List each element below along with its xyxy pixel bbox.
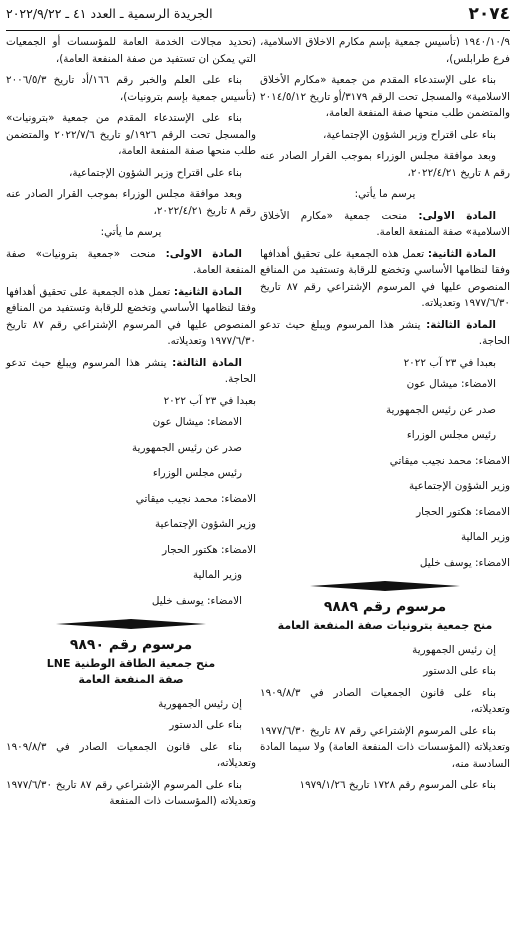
paragraph: بناء على المرسوم رقم ١٧٢٨ تاريخ ١٩٧٩/١/٢٦ [299,779,496,791]
decree-date: بعبدا في ٢٣ آب ٢٠٢٢ [403,356,496,369]
page-number: ٢٠٧٤ [468,4,510,24]
paragraph: وبعد موافقة مجلس الوزراء بموجب القرار الصادر عنه رقم ٨ تاريخ ٢٠٢٢/٤/٢١، [260,150,510,179]
paragraph: بناء على الإستدعاء المقدم من جمعية «مكارم الأخلاق الاسلامية» والمسجل تحت الرقم ٣١٧٩/أو تاريخ ٢٠١٤/٥/١٢ والمتضمن طلب منحها صفة المنفعة العامة، [260,74,511,119]
left-column [6,34,256,930]
article-label: المادة الثانية: [173,285,242,298]
article-label: المادة الثالثة: [426,318,496,331]
right-column [260,34,510,930]
paragraph: بناء على الإستدعاء المقدم من جمعية «بترونيات» والمسجل تحت الرقم ١٩٢٦/و تاريخ ٢٠٢٢/٧/٦ والمتضمن طلب منحها صفة المنفعة العامة، [6,112,256,157]
paragraph: بناء على قانون الجمعيات الصادر في ١٩٠٩/٨/٣ وتعديلاته، [6,740,256,769]
gazette-title: الجريدة الرسمية ـ العدد ٤١ ـ ٢٠٢٢/٩/٢٢ [6,6,213,21]
paragraph: بناء على اقتراح وزير الشؤون الإجتماعية، [68,166,242,179]
decree-subtitle: منح جمعية بترونيات صفة المنفعة العامة [277,618,493,632]
signature: الامضاء: محمد نجيب ميقاتي [389,454,510,467]
page-header [6,4,510,31]
signature: الامضاء: يوسف خليل [151,594,242,607]
signature: الامضاء: هكتور الحجار [416,505,510,518]
signature: صدر عن رئيس الجمهورية [385,403,496,416]
signature: الامضاء: ميشال عون [406,378,496,390]
decree-subtitle-line: صفة المنفعة العامة [78,672,184,686]
section-divider [310,581,460,591]
paragraph: بناء على العلم والخبر رقم ١٦٦/أد تاريخ ٢٠٠٦/٥/٣ (تأسيس جمعية بإسم بترونيات)، [6,74,256,103]
article-2 [6,284,256,350]
signature: وزير المالية [460,531,510,543]
paragraph: بناء على الدستور [169,719,242,731]
paragraph: بناء على المرسوم الإشتراعي رقم ٨٧ تاريخ ١٩٧٧/٦/٣٠ وتعديلاته (المؤسسات ذات المنفعة العامة) ولا سيما المادة السادسة منه، [260,724,510,770]
decree-title: مرسوم رقم ٩٨٨٩ [323,599,447,615]
decree-subtitle-line: منح جمعية الطاقة الوطنية LNE [46,656,216,670]
article-label: المادة الثانية: [427,247,496,260]
paragraph: بناء على المرسوم الإشتراعي رقم ٨٧ تاريخ ١٩٧٧/٦/٣٠ وتعديلاته (المؤسسات ذات المنفعة [6,778,256,807]
signature: وزير الشؤون الإجتماعية [408,480,510,492]
article-text: ينشر هذا المرسوم ويبلغ حيث تدعو الحاجة. [6,356,256,385]
article-3 [260,317,510,350]
signature: الامضاء: هكتور الحجار [162,543,256,556]
paragraph: وبعد موافقة مجلس الوزراء بموجب القرار الصادر عنه رقم ٨ تاريخ ٢٠٢٢/٤/٢١، [6,188,256,217]
article-text: تعمل هذه الجمعية على تحقيق أهدافها وفقا لنظامها الأساسي وتخضع للرقابة وتستفيد من المنافع المنصوص عليها في المرسوم الإشتراعي رقم ٨٧ تاريخ ١٩٧٧/٦/٣٠ وتعديلاته. [260,247,510,309]
signature: رئيس مجلس الوزراء [406,429,496,441]
article-text: منحت «جمعية بترونيات» صفة المنفعة العامة. [6,247,256,276]
article-1 [6,246,256,279]
article-label: المادة الاولى: [418,209,497,222]
paragraph: يرسم ما يأتي: [100,226,162,238]
article-label: المادة الثالثة: [172,356,242,369]
signature: رئيس مجلس الوزراء [152,467,242,479]
paragraph: (تحديد مجالات الخدمة العامة للمؤسسات أو الجمعيات التي يمكن ان تستفيد من صفة المنفعة العامة)، [6,36,256,65]
article-text: تعمل هذه الجمعية على تحقيق أهدافها وفقا لنظامها الأساسي وتخضع للرقابة وتستفيد من المنافع المنصوص عليها في المرسوم الإشتراعي رقم ٨٧ تاريخ ١٩٧٧/٦/٣٠ وتعديلاته. [6,285,256,347]
decree-date: بعبدا في ٢٣ آب ٢٠٢٢ [163,394,256,407]
signature: وزير الشؤون الإجتماعية [154,518,256,530]
article-3 [6,355,256,388]
article-text: ينشر هذا المرسوم ويبلغ حيث تدعو الحاجة. [260,318,510,347]
section-divider [56,619,206,629]
article-label: المادة الاولى: [165,247,242,260]
paragraph: بناء على الدستور [423,665,496,677]
signature: الامضاء: محمد نجيب ميقاتي [135,492,256,505]
decree-title: مرسوم رقم ٩٨٩٠ [69,637,193,653]
paragraph: يرسم ما يأتي: [354,188,416,200]
signature: الامضاء: ميشال عون [152,416,242,428]
signature: وزير المالية [192,569,242,581]
article-1 [260,208,510,241]
signature: صدر عن رئيس الجمهورية [131,441,242,454]
article-2 [260,246,510,312]
paragraph: ١٩٤٠/١٠/٩ (تأسيس جمعية بإسم مكارم الاخلاق الاسلامية، فرع طرابلس)، [260,36,510,65]
paragraph: بناء على قانون الجمعيات الصادر في ١٩٠٩/٨/٣ وتعديلاته، [260,686,510,715]
decree-subtitle [6,656,256,688]
article-text: منحت جمعية «مكارم الأخلاق الاسلامية» صفة المنفعة العامة. [260,209,510,238]
signature: الامضاء: يوسف خليل [419,556,510,569]
paragraph: بناء على اقتراح وزير الشؤون الإجتماعية، [322,128,496,141]
paragraph: إن رئيس الجمهورية [158,697,242,710]
paragraph: إن رئيس الجمهورية [412,643,496,656]
